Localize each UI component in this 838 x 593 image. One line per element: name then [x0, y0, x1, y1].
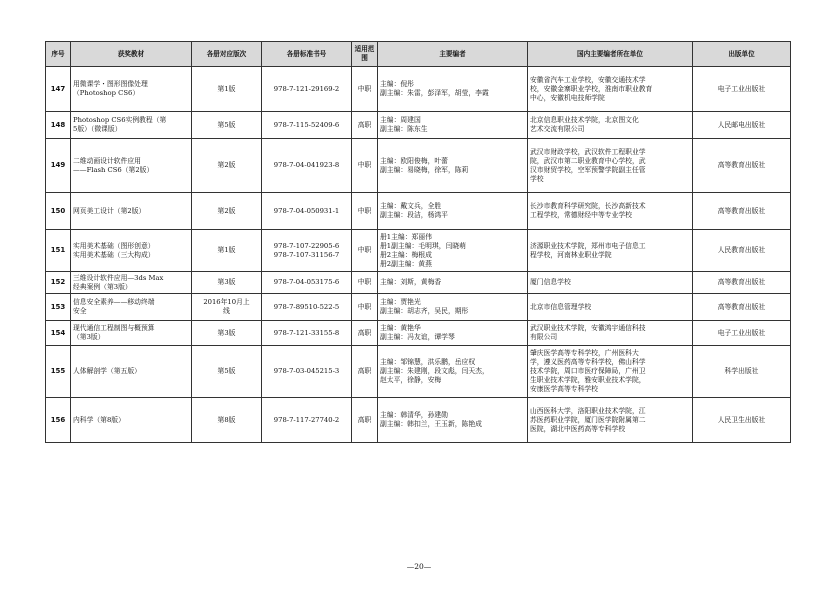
editor-units-line: 武汉市财政学校，武汉软件工程职业学: [530, 147, 646, 156]
textbook-title: [71, 67, 192, 112]
editors: [378, 193, 528, 230]
editor-units: [528, 398, 693, 443]
textbook-title-line: ——Flash CS6（第2版）: [73, 165, 154, 174]
publisher: 人民邮电出版社: [693, 112, 791, 139]
edition: [192, 193, 262, 230]
edition-line: 线: [223, 307, 230, 315]
editor-units-line: 艺术交流有限公司: [530, 125, 585, 133]
editor-units-line: 苏医药职业学院，厦门医学院附属第二: [530, 415, 646, 424]
textbook-title-line: 实用美术基础（三大构成）: [73, 250, 155, 259]
editor-units-line: 安康医学高等专科学校: [530, 385, 598, 393]
scope: 中职: [352, 193, 378, 230]
editor-units-line: 学，遵义医药高等专科学校，佛山科学: [530, 358, 646, 366]
textbook-title-line: 用微课学・图形图像处理: [73, 80, 148, 88]
editors-line: 主编：欧阳俊梅，叶蕾: [380, 156, 448, 165]
publisher: 高等教育出版社: [693, 193, 791, 230]
row-number: 151: [46, 230, 71, 272]
editors-line: 副主编：朱雷，彭泽军，胡莹，李霞: [380, 89, 489, 97]
editor-units-line: 医院，湖北中医药高等专科学校: [530, 424, 626, 433]
row-number: 152: [46, 272, 71, 294]
isbn-line: 978-7-107-22905-6: [273, 241, 340, 250]
row-number: 154: [46, 321, 71, 346]
edition-line: 第2版: [217, 206, 236, 215]
isbn-line: 978-7-107-31156-7: [273, 250, 340, 259]
editor-units-line: 程学校，河南林业职业学院: [530, 250, 612, 259]
edition: [192, 346, 262, 398]
isbn-line: 978-7-04-050931-1: [273, 206, 340, 215]
table-row: [46, 294, 791, 321]
editors-line: 主编：戴文兵，全胜: [380, 202, 442, 210]
textbook-title-line: 安全: [73, 307, 87, 315]
editor-units: [528, 294, 693, 321]
isbn: [262, 321, 352, 346]
editors-line: 册2主编：梅根成: [380, 250, 432, 259]
header-units: 国内主要编者所在单位: [528, 42, 693, 67]
editor-units-line: 厦门信息学校: [530, 278, 571, 286]
isbn-line: 978-7-121-33155-8: [273, 328, 340, 337]
publisher: 人民教育出版社: [693, 230, 791, 272]
isbn: [262, 272, 352, 294]
editors: [378, 346, 528, 398]
isbn-line: 978-7-04-041923-8: [273, 161, 340, 169]
row-number: 150: [46, 193, 71, 230]
publisher: 电子工业出版社: [693, 67, 791, 112]
publisher: 高等教育出版社: [693, 272, 791, 294]
editor-units-line: 肇庆医学高等专科学校，广州医科大: [530, 349, 639, 357]
edition: [192, 321, 262, 346]
edition: [192, 230, 262, 272]
editor-units-line: 汉市财贸学校，空军预警学院副主任管: [530, 165, 646, 174]
isbn: [262, 139, 352, 193]
editors: [378, 272, 528, 294]
edition-line: 第2版: [217, 161, 236, 169]
publisher: 人民卫生出版社: [693, 398, 791, 443]
textbook-title-line: 实用美术基础（图形创意）: [73, 241, 155, 250]
table-row: [46, 272, 791, 294]
edition: [192, 272, 262, 294]
editors-line: 副主编：段洁，杨鸿平: [380, 211, 448, 219]
textbook-title: [71, 139, 192, 193]
isbn-line: 978-7-03-045215-3: [273, 367, 340, 375]
editors-line: 副主编：陈东生: [380, 125, 428, 133]
editor-units-line: 北京市信息管理学校: [530, 302, 592, 311]
editors: [378, 67, 528, 112]
isbn: [262, 193, 352, 230]
editor-units: [528, 230, 693, 272]
editors-line: 主编：周建国: [380, 116, 421, 124]
edition: [192, 294, 262, 321]
edition-line: 第8版: [217, 415, 236, 424]
header-no: 序号: [46, 42, 71, 67]
isbn-line: 978-7-89510-522-5: [273, 302, 340, 311]
publisher: 高等教育出版社: [693, 139, 791, 193]
isbn-line: 978-7-121-29169-2: [273, 84, 340, 93]
textbook-title-line: 现代通信工程制图与概预算: [73, 324, 155, 332]
editor-units: [528, 321, 693, 346]
textbook-title: [71, 193, 192, 230]
textbook-title-line: 网页美工设计（第2版）: [73, 206, 146, 215]
scope: 高职: [352, 398, 378, 443]
editor-units-line: 中心，安徽机电技师学院: [530, 93, 605, 102]
header-scope: 适用范围: [352, 42, 378, 67]
editor-units-line: 工程学校，常德财经中等专业学校: [530, 211, 632, 219]
editor-units-line: 技术学院，周口市医疗保障局，广州卫: [530, 367, 646, 375]
table-row: [46, 67, 791, 112]
textbook-title-line: 内科学（第8版）: [73, 415, 125, 424]
textbook-title: [71, 112, 192, 139]
table-row: [46, 230, 791, 272]
scope: 中职: [352, 67, 378, 112]
editors: [378, 139, 528, 193]
editors: [378, 398, 528, 443]
textbook-title: [71, 272, 192, 294]
editors-line: 册1主编：郑丽伟: [380, 232, 432, 241]
editor-units: [528, 67, 693, 112]
award-textbook-table: [45, 41, 791, 443]
editor-units-line: 济源职业技术学院，郑州市电子信息工: [530, 241, 646, 250]
header-editors: 主要编者: [378, 42, 528, 67]
textbook-title: [71, 230, 192, 272]
textbook-title-line: （第3版）: [73, 333, 105, 341]
editor-units: [528, 346, 693, 398]
isbn: [262, 398, 352, 443]
isbn: [262, 294, 352, 321]
textbook-title: [71, 321, 192, 346]
table-header-row: [46, 42, 791, 67]
textbook-title: [71, 398, 192, 443]
editors-line: 主编：贾艳光: [380, 298, 421, 306]
editors: [378, 230, 528, 272]
editor-units: [528, 139, 693, 193]
editors-line: 册2副主编：黄燕: [380, 259, 432, 268]
scope: 中职: [352, 230, 378, 272]
table-row: [46, 398, 791, 443]
textbook-title-line: （Photoshop CS6）: [73, 89, 140, 97]
textbook-title-line: 经典案例（第3版）: [73, 282, 132, 291]
editor-units-line: 山西医科大学，洛阳职业技术学院，江: [530, 406, 646, 415]
editors-line: 主编：刘斯，黄梅香: [380, 278, 442, 286]
textbook-title-line: 二维动画设计软件应用: [73, 156, 141, 165]
editors-line: 副主编：胡志齐，吴民，期彤: [380, 307, 469, 315]
edition-line: 2016年10月上: [203, 298, 250, 306]
edition-line: 第3版: [217, 328, 236, 337]
scope: 高职: [352, 346, 378, 398]
row-number: 148: [46, 112, 71, 139]
header-edition: 各册对应版次: [192, 42, 262, 67]
editor-units: [528, 272, 693, 294]
edition: [192, 139, 262, 193]
textbook-title-line: 人体解剖学（第五版）: [73, 367, 141, 375]
editor-units-line: 生职业技术学院，雅安职业技术学院，: [530, 376, 646, 384]
isbn-line: 978-7-117-27740-2: [273, 415, 340, 424]
table-row: [46, 112, 791, 139]
edition-line: 第3版: [217, 278, 236, 286]
textbook-title: [71, 294, 192, 321]
textbook-title-line: 三维设计软件应用—3ds Max: [73, 273, 164, 282]
table-row: [46, 193, 791, 230]
editor-units-line: 长沙市教育科学研究院，长沙高新技术: [530, 202, 646, 210]
editors-line: 赵太平，徐静，安梅: [380, 376, 442, 384]
editor-units-line: 武汉职业技术学院，安徽鸿宇通信科技: [530, 324, 646, 332]
editors-line: 主编：黄艳华: [380, 324, 421, 332]
edition: [192, 398, 262, 443]
edition-line: 第5版: [217, 367, 236, 375]
page-number: —20—: [406, 562, 432, 571]
textbook-title: [71, 346, 192, 398]
scope: 中职: [352, 139, 378, 193]
textbook-title-line: Photoshop CS6实例教程（第: [73, 116, 167, 124]
scope: 高职: [352, 112, 378, 139]
editors-line: 主编：倪彤: [380, 80, 414, 88]
editors-line: 副主编：易晓梅，徐军，陈莉: [380, 165, 469, 174]
publisher: 电子工业出版社: [693, 321, 791, 346]
editors-line: 副主编：韩扣兰，王玉新，陈艳成: [380, 420, 482, 428]
edition-line: 第1版: [217, 84, 236, 93]
table-row: [46, 346, 791, 398]
header-title: 获奖教材: [71, 42, 192, 67]
row-number: 149: [46, 139, 71, 193]
edition-line: 第5版: [217, 120, 236, 129]
editors-line: 副主编：冯友谊，谭学琴: [380, 333, 455, 341]
header-publisher: 出版单位: [693, 42, 791, 67]
row-number: 155: [46, 346, 71, 398]
isbn-line: 978-7-04-053175-6: [273, 278, 340, 286]
table-row: [46, 321, 791, 346]
row-number: 156: [46, 398, 71, 443]
editor-units-line: 院，武汉市第二职业教育中心学校，武: [530, 156, 646, 165]
edition: [192, 67, 262, 112]
editor-units-line: 安徽省汽车工业学校，安徽交通技术学: [530, 75, 646, 84]
isbn: [262, 67, 352, 112]
row-number: 153: [46, 294, 71, 321]
scope: 中职: [352, 294, 378, 321]
scope: 高职: [352, 321, 378, 346]
table-row: [46, 139, 791, 193]
isbn-line: 978-7-115-52409-6: [273, 120, 340, 129]
header-isbn: 各册标准书号: [262, 42, 352, 67]
editor-units-line: 学校: [530, 174, 544, 183]
textbook-title-line: 5版）（微课版）: [73, 125, 122, 133]
isbn: [262, 230, 352, 272]
publisher: 科学出版社: [693, 346, 791, 398]
edition: [192, 112, 262, 139]
editor-units-line: 校，安徽金寨职业学校，淮南市职业教育: [530, 84, 653, 93]
editors-line: 册1副主编：毛明琪，闫晓萌: [380, 241, 466, 250]
editor-units-line: 北京信息职业技术学院，北京图文化: [530, 116, 639, 124]
isbn: [262, 112, 352, 139]
edition-line: 第1版: [217, 246, 236, 254]
editor-units: [528, 112, 693, 139]
editor-units: [528, 193, 693, 230]
row-number: 147: [46, 67, 71, 112]
editors: [378, 112, 528, 139]
editor-units-line: 有限公司: [530, 333, 558, 341]
editors: [378, 294, 528, 321]
publisher: 高等教育出版社: [693, 294, 791, 321]
textbook-title-line: 信息安全素养——移动终端: [73, 298, 155, 306]
editors-line: 主编：邹锦慧，洪乐鹏，岳应权: [380, 358, 476, 366]
editors-line: 主编：韩清华，孙建勋: [380, 411, 448, 419]
editors-line: 副主编：朱建刚，段文彪，闫天杰，: [380, 367, 489, 375]
editors: [378, 321, 528, 346]
isbn: [262, 346, 352, 398]
scope: 中职: [352, 272, 378, 294]
